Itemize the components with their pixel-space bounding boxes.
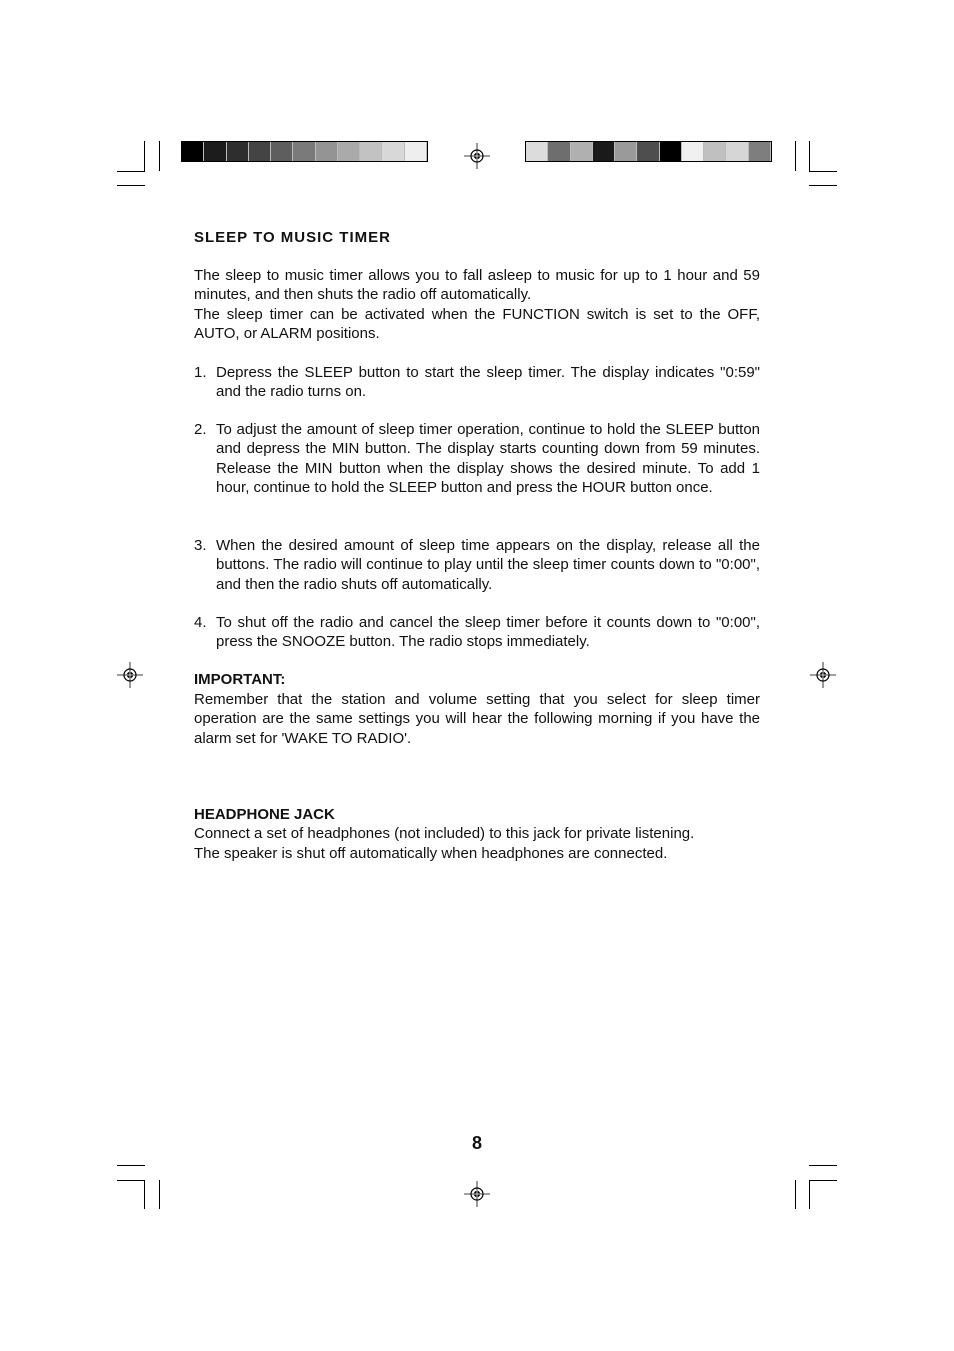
color-swatch [615, 142, 637, 161]
color-swatch [249, 142, 271, 161]
list-number: 4. [194, 614, 207, 631]
crop-mark [144, 1180, 145, 1209]
color-swatch [548, 142, 570, 161]
color-swatch [204, 142, 226, 161]
color-swatch [593, 142, 615, 161]
color-swatch [704, 142, 726, 161]
list-number: 3. [194, 537, 207, 554]
color-swatch [749, 142, 771, 161]
page-number: 8 [471, 1133, 482, 1153]
crop-mark [117, 1180, 145, 1181]
registration-mark-icon [464, 1181, 490, 1207]
headphone-paragraph-line-2: The speaker is shut off automatically when headphones are connected. [194, 845, 668, 862]
list-text: To shut off the radio and cancel the sleep timer before it counts down to "0:00", press the SNOOZE button. The radio stops immediately. [216, 614, 760, 651]
crop-mark [117, 1165, 145, 1166]
crop-mark [809, 171, 837, 172]
crop-mark [144, 141, 145, 171]
important-paragraph: Remember that the station and volume setting that you select for sleep timer operation are the same settings you will hear the following morning if you have the alarm set for 'WAKE TO RADIO'. [194, 691, 760, 747]
color-swatch [227, 142, 249, 161]
crop-mark [117, 185, 145, 186]
crop-mark [159, 1180, 160, 1209]
crop-mark [795, 1180, 796, 1209]
important-heading: IMPORTANT: [194, 671, 286, 688]
registration-mark-icon [464, 143, 490, 169]
crop-mark [809, 1165, 837, 1166]
color-swatch [660, 142, 682, 161]
crop-mark [809, 185, 837, 186]
sleep-intro-paragraph: The sleep to music timer allows you to fall asleep to music for up to 1 hour and 59 minutes, and then shuts the radio off automatically. [194, 267, 760, 304]
list-text: Depress the SLEEP button to start the sleep timer. The display indicates "0:59" and the radio turns on. [216, 364, 760, 401]
list-number: 1. [194, 364, 207, 381]
color-swatch [316, 142, 338, 161]
list-item [194, 363, 760, 402]
color-swatch [182, 142, 204, 161]
list-text: When the desired amount of sleep time appears on the display, release all the buttons. The radio will continue to play until the sleep timer counts down to "0:00", and then the radio shuts off automatically. [216, 537, 760, 593]
color-swatch [338, 142, 360, 161]
list-item [194, 420, 760, 497]
crop-mark [117, 171, 145, 172]
section-heading-sleep-timer: SLEEP TO MUSIC TIMER [194, 229, 391, 246]
color-swatch [360, 142, 382, 161]
list-item [194, 613, 760, 652]
color-bar-right [525, 141, 772, 162]
registration-mark-icon [117, 662, 143, 688]
section-heading-headphone-jack: HEADPHONE JACK [194, 806, 335, 823]
registration-mark-icon [810, 662, 836, 688]
crop-mark [809, 141, 810, 171]
color-swatch [682, 142, 704, 161]
crop-mark [795, 141, 796, 171]
color-swatch [293, 142, 315, 161]
color-swatch [637, 142, 659, 161]
list-number: 2. [194, 421, 207, 438]
color-swatch [271, 142, 293, 161]
crop-mark [809, 1180, 837, 1181]
color-bar-left [181, 141, 428, 162]
crop-mark [159, 141, 160, 171]
list-item [194, 536, 760, 594]
sleep-activation-paragraph: The sleep timer can be activated when the FUNCTION switch is set to the OFF, AUTO, or ALARM positions. [194, 306, 760, 343]
color-swatch [382, 142, 404, 161]
list-text: To adjust the amount of sleep timer operation, continue to hold the SLEEP button and depress the MIN button. The display starts counting down from 59 minutes. Release the MIN button when the display shows the desired minute. To add 1 hour, continue to hold the SLEEP button and press the HOUR button once. [216, 421, 760, 496]
color-swatch [405, 142, 427, 161]
headphone-paragraph-line-1: Connect a set of headphones (not included) to this jack for private listening. [194, 825, 695, 842]
crop-mark [809, 1180, 810, 1209]
color-swatch [526, 142, 548, 161]
color-swatch [726, 142, 748, 161]
color-swatch [571, 142, 593, 161]
